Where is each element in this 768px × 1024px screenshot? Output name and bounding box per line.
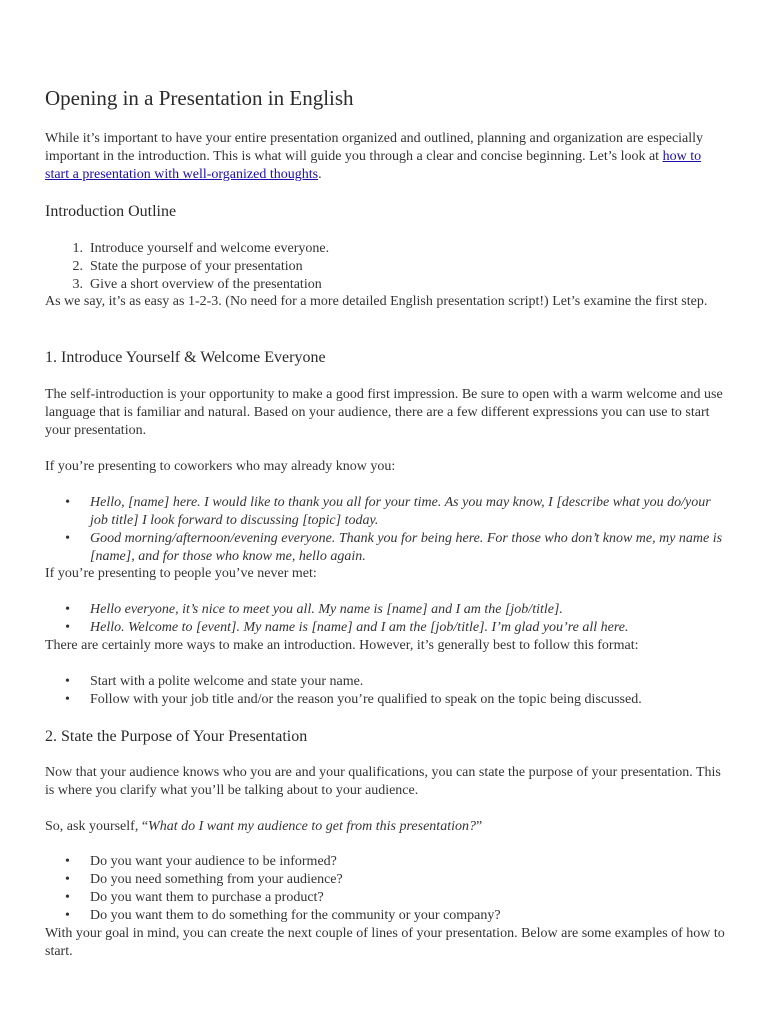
- list-item-text: Good morning/afternoon/evening everyone. Thank you for being here. For those who don’t know me, my name is [name], and for those who know me, hello again.: [90, 531, 723, 564]
- list-item-text: Do you want them to purchase a product?: [90, 890, 324, 905]
- bullet-marker: •: [65, 692, 70, 707]
- list-item: [45, 871, 725, 889]
- list-item: [45, 601, 725, 619]
- ask-yourself-paragraph: [45, 818, 725, 836]
- list-item: [45, 673, 725, 691]
- list-item: [45, 889, 725, 907]
- list-marker: 3.: [72, 277, 83, 292]
- page-title: Opening in a Presentation in English: [45, 86, 354, 110]
- list-item-text: State the purpose of your presentation: [90, 259, 303, 274]
- bullet-marker: •: [65, 908, 70, 923]
- list-item: [45, 530, 725, 566]
- strangers-list: [45, 601, 725, 637]
- list-marker: 1.: [72, 241, 83, 256]
- bullet-marker: •: [65, 495, 70, 510]
- list-item-text: Hello everyone, it’s nice to meet you all. My name is [name] and I am the [job/title].: [90, 602, 563, 617]
- list-item: [45, 907, 725, 925]
- list-item: [45, 619, 725, 637]
- questions-list: [45, 853, 725, 925]
- format-lead: There are certainly more ways to make an introduction. However, it’s generally best to follow this format:: [45, 638, 639, 653]
- ask-suffix: ”: [475, 819, 483, 834]
- list-item-text: Introduce yourself and welcome everyone.: [90, 241, 330, 256]
- list-item-text: Hello. Welcome to [event]. My name is [name] and I am the [job/title]. I’m glad you’re all here.: [90, 620, 629, 635]
- ask-question: What do I want my audience to get from this presentation?: [148, 819, 476, 834]
- section1-heading: 1. Introduce Yourself & Welcome Everyone: [45, 349, 326, 366]
- list-item-text: Do you need something from your audience?: [90, 872, 343, 887]
- section1-paragraph: The self-introduction is your opportunity to make a good first impression. Be sure to open with a warm welcome and use language that is familiar and natural. Based on your audience, there are a few different expressions you can use to start your presentation.: [45, 387, 723, 438]
- coworkers-list: [45, 494, 725, 566]
- outline-list: [45, 240, 725, 294]
- intro-text-end: .: [318, 167, 322, 182]
- bullet-marker: •: [65, 531, 70, 546]
- list-item: [45, 258, 725, 276]
- strangers-lead: If you’re presenting to people you’ve never met:: [45, 566, 317, 581]
- list-item-text: Follow with your job title and/or the reason you’re qualified to speak on the topic being discussed.: [90, 692, 642, 707]
- bullet-marker: •: [65, 674, 70, 689]
- intro-text: While it’s important to have your entire presentation organized and outlined, planning and organization are especially important in the introduction. This is what will guide you through a clear and concise beginning. Let’s look at: [45, 131, 704, 164]
- list-item: [45, 240, 725, 258]
- list-item: [45, 691, 725, 709]
- ask-prefix: So, ask yourself, “: [45, 819, 149, 834]
- list-item: [45, 276, 725, 294]
- outline-heading: Introduction Outline: [45, 203, 177, 220]
- coworkers-lead: If you’re presenting to coworkers who may already know you:: [45, 459, 396, 474]
- start-presentation-link[interactable]: how to start a presentation with well-organized thoughts: [45, 149, 702, 182]
- bullet-marker: •: [65, 854, 70, 869]
- list-marker: 2.: [72, 259, 83, 274]
- outline-after-paragraph: As we say, it’s as easy as 1-2-3. (No need for a more detailed English presentation script!) Let’s examine the first step.: [45, 294, 708, 309]
- bullet-marker: •: [65, 890, 70, 905]
- list-item-text: Do you want them to do something for the community or your company?: [90, 908, 501, 923]
- list-item-text: Do you want your audience to be informed?: [90, 854, 337, 869]
- list-item: [45, 853, 725, 871]
- bullet-marker: •: [65, 602, 70, 617]
- section2-heading: 2. State the Purpose of Your Presentation: [45, 728, 308, 745]
- bullet-marker: •: [65, 620, 70, 635]
- bullet-marker: •: [65, 872, 70, 887]
- list-item-text: Give a short overview of the presentation: [90, 277, 322, 292]
- list-item-text: Start with a polite welcome and state your name.: [90, 674, 364, 689]
- list-item: [45, 494, 725, 530]
- format-list: [45, 673, 725, 709]
- list-item-text: Hello, [name] here. I would like to thank you all for your time. As you may know, I [describe what you do/your job title] I look forward to discussing [topic] today.: [90, 495, 711, 528]
- intro-paragraph: [45, 130, 725, 184]
- section2-paragraph: Now that your audience knows who you are and your qualifications, you can state the purpose of your presentation. This is where you clarify what you’ll be talking about to your audience.: [45, 765, 721, 798]
- section2-closing-paragraph: With your goal in mind, you can create the next couple of lines of your presentation. Below are some examples of how to start.: [45, 926, 725, 959]
